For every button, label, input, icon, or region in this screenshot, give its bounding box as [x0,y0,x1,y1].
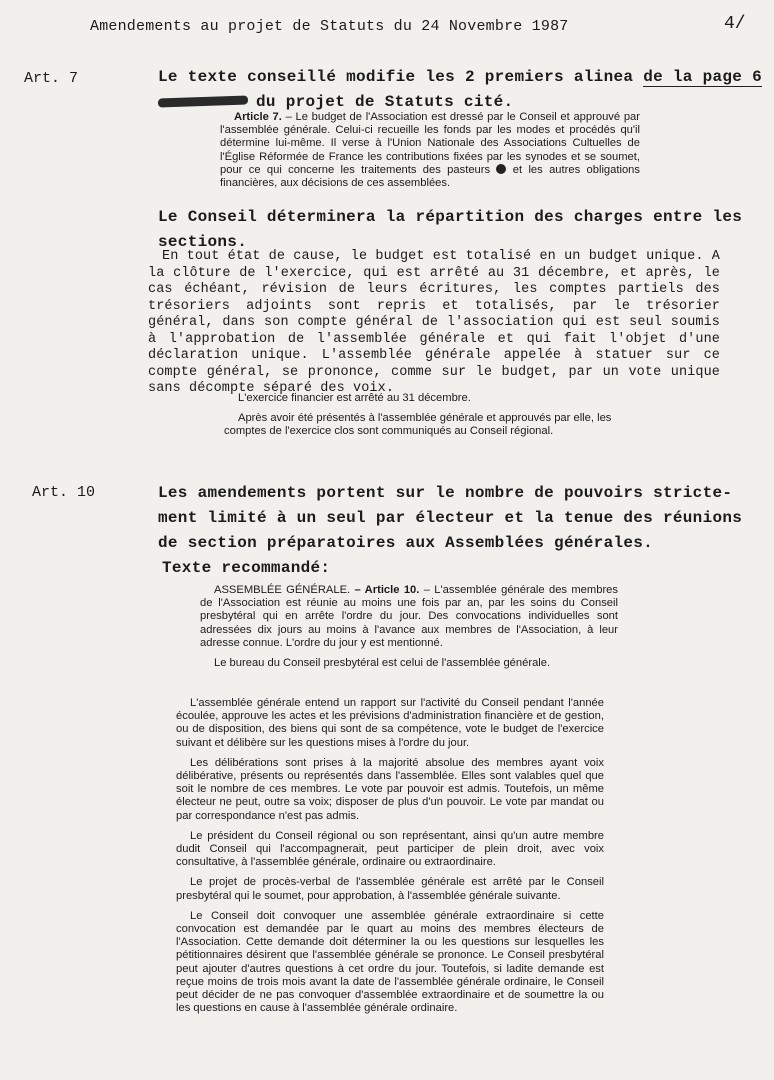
art10-ag-text [200,584,618,670]
texte-recommande: Texte recommandé: [162,559,331,577]
art7-article-body-end: et les autres obligations financières, aux décisions de ces assemblées. [220,163,641,190]
art7-intro [158,65,763,115]
art7-intro-underlined: de la page 6 [643,68,763,86]
document-header: Amendements au projet de Statuts du 24 Novembre 1987 [90,18,569,35]
ag-body: – L'assemblée générale des membres de l'Association est réunie au moins une fois par an, par les soins du Conseil presbytéral qui en arrête l'ordre du jour. Des convocations individuelles sont adressées dix jours au moins à l'avance aux membres de l'Association, à leur adresse connue. L'ordre du jour y est mentionné. [200,584,618,649]
art10-paragraph: L'assemblée générale entend un rapport sur l'activité du Conseil pendant l'année écoulée, approuve les actes et les prévisions d'administration financière et de gestion, ou de disposition, des biens qui sont de sa compétence, vote le budget de l'exercice suivant et délibère sur les questions mises à l'ordre du jour. [176,697,604,749]
bureau-line: Le bureau du Conseil presbytéral est celui de l'assemblée générale. [214,657,551,670]
art7-article-body: – Le budget de l'Association est dressé par le Conseil et approuvé par l'assemblée générale. Celui-ci recueille les fonds par les modes et procédés qu'il détermine lui-même. Il verse à l'Union Nationale des Associations Cultuelles de l'Église Réformée de France les contributions fixées par les synodes et se soumet, pour ce qui concerne les traitements des pasteurs [220,111,640,176]
art7-exercice-line: L'exercice financier est arrêté au 31 décembre. [238,392,471,404]
art7-article-title: Article 7. [234,111,282,123]
ag-heading: ASSEMBLÉE GÉNÉRALE. [214,584,351,596]
art10-paragraphs [176,697,604,1015]
crossed-out-text [158,96,248,108]
art10-intro-line2: ment limité à un seul par électeur et la tenue des réunions [158,509,743,527]
ag-article-title: – Article 10. [354,584,420,596]
art10-paragraph: Le Conseil doit convoquer une assemblée générale extraordinaire si cette convocation est demandée par le quart au moins des membres électeurs de l'Association. Cette demande doit déterminer la ou les questions sur lesquelles les pétitionnaires désirent que l'assemblée générale se prononce. Le Conseil presbytéral peut ajouter d'autres questions à cet ordre du jour. Toutefois, si ladite demande est reçue moins de trois mois avant la date de l'assemblée générale ordinaire, le Conseil peut décider de ne pas convoquer d'assemblée extraordinaire et de soumettre la ou les questions en cause à l'assemblée générale ordinaire. [176,909,604,1015]
art7-comptes-paragraph: Après avoir été présentés à l'assemblée générale et approuvés par elle, les comptes de l'exercice clos sont communiqués au Conseil régional. [224,412,612,438]
art7-article-text [220,111,640,190]
art10-paragraph: Les délibérations sont prises à la majorité absolue des membres ayant voix délibérative, présents ou représentés dans l'assemblée. Elles sont valables quel que soit le nombre de ces membres. Le vote par pouvoir est admis. Toutefois, un même électeur ne peut, outre sa voix; disposer de plus d'un pouvoir. Le vote par mandat ou par correspondance n'est pas admis. [176,756,604,822]
art10-intro-line3: de section préparatoires aux Assemblées générales. [158,534,654,552]
art7-conseil-line2: sections. [158,233,248,251]
art10-paragraph: Le président du Conseil régional ou son représentant, ainsi qu'un autre membre dudit Conseil qui l'accompagnerait, peut participer de plein droit, avec voix consultative, à l'assemblée générale, ordinaire ou extraordinaire. [176,829,604,869]
art7-conseil [158,205,748,255]
art7-intro-line2: du projet de Statuts cité. [256,93,514,111]
art10-intro [158,481,758,556]
ink-blot-mark [496,164,506,174]
art7-intro-line1: Le texte conseillé modifie les 2 premiers alinea [158,68,644,86]
art7-final-text [224,392,642,439]
page-number: 4/ [724,14,746,34]
art7-label: Art. 7 [24,70,79,87]
art10-paragraph: Le projet de procès-verbal de l'assemblée générale est arrêté par le Conseil presbytéral qui le soumet, pour approbation, à l'assemblée générale suivante. [176,876,604,902]
art10-intro-line1: Les amendements portent sur le nombre de pouvoirs stricte- [158,484,733,502]
art7-typed-paragraph: En tout état de cause, le budget est totalisé en un budget unique. A la clôture de l'exercice, qui est arrêté au 31 décembre, et après, le cas échéant, révision de leurs écritures, les comptes partiels des trésoriers adjoints sont repris et totalisés, par le trésorier général, dans son compte général de l'association qui est seul soumis à l'approbation de l'assemblée générale et qui fait l'objet d'une déclaration unique. L'assemblée générale appelée à statuer sur ce compte général, se prononce, comme sur le budget, par un vote unique sans décompte séparé des voix. [148,249,720,396]
art10-label: Art. 10 [32,484,96,501]
art7-conseil-line1: Le Conseil déterminera la répartition des charges entre les [158,208,743,226]
